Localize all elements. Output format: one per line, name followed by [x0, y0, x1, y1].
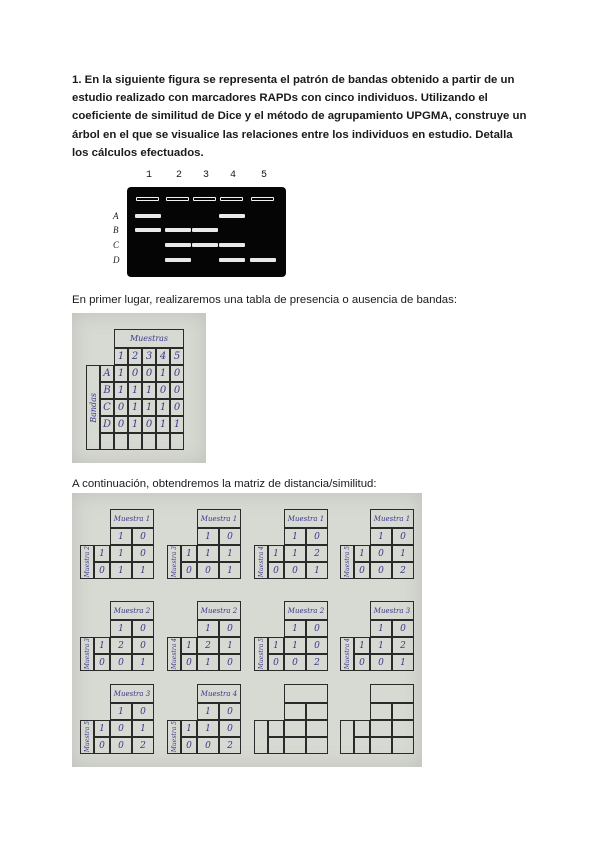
- matrix-side-text: Muestra 5: [170, 721, 178, 753]
- matrix-top-label: Muestra 3: [370, 601, 414, 620]
- gel-well: [193, 197, 216, 201]
- matrix-cell: 0: [219, 720, 241, 737]
- matrix-cell: 0: [110, 654, 132, 671]
- gel-well: [166, 197, 189, 201]
- matrix-col-header: 0: [132, 703, 154, 720]
- matrix-side-label: [167, 720, 181, 754]
- matrix-col-header: 0: [392, 620, 414, 637]
- presence-col-header: 4: [156, 348, 170, 365]
- matrix-row-header: 1: [268, 637, 284, 654]
- matrix-side-text: Muestra 4: [343, 638, 351, 670]
- presence-cell: 0: [142, 416, 156, 433]
- lane-label: 4: [230, 170, 237, 181]
- row-label: C: [113, 240, 120, 250]
- presence-cell: 1: [142, 399, 156, 416]
- matrix-cell: 0: [284, 654, 306, 671]
- matrix-cell: 2: [132, 737, 154, 754]
- matrix-row-header: 1: [354, 545, 370, 562]
- presence-cell: 0: [156, 382, 170, 399]
- lane-label: 5: [261, 170, 268, 181]
- matrix-row-header: 1: [354, 637, 370, 654]
- matrix-side-text: Muestra 3: [83, 638, 91, 670]
- matrix-side-text: Muestra 4: [170, 638, 178, 670]
- matrix-top-label: Muestra 2: [110, 601, 154, 620]
- matrix-top-label: Muestra 2: [197, 601, 241, 620]
- presence-col-header: 3: [142, 348, 156, 365]
- presence-cell: 1: [142, 382, 156, 399]
- presence-empty-cell: [100, 433, 114, 450]
- matrix-side-label: [340, 637, 354, 671]
- presence-cell: 1: [128, 382, 142, 399]
- matrix-side-label: [254, 637, 268, 671]
- matrix-top-label: Muestra 3: [110, 684, 154, 703]
- matrix-row-header: 0: [181, 737, 197, 754]
- matrix-col-header: 1: [110, 703, 132, 720]
- presence-row-band: C: [100, 399, 114, 416]
- matrix-8: [340, 601, 418, 681]
- gel-band: [135, 214, 161, 218]
- gel-band: [135, 228, 161, 232]
- presence-cell: 1: [156, 399, 170, 416]
- matrix-cell: 1: [219, 637, 241, 654]
- gel-band: [165, 228, 191, 232]
- gel-band: [192, 243, 218, 247]
- lane-label: 2: [176, 170, 183, 181]
- matrix-col-header: 1: [197, 620, 219, 637]
- presence-side-label: [86, 365, 100, 450]
- matrix-cell: 0: [370, 654, 392, 671]
- presence-side-text: Bandas: [88, 392, 98, 423]
- gel-band: [219, 214, 245, 218]
- matrix-cell: 1: [132, 562, 154, 579]
- matrix-row-header: [268, 720, 284, 737]
- matrix-cell: 1: [284, 545, 306, 562]
- matrix-cell: 1: [219, 545, 241, 562]
- presence-cell: 0: [114, 416, 128, 433]
- matrix-side-label: [80, 545, 94, 579]
- matrix-row-header: 1: [94, 545, 110, 562]
- matrix-cell: 1: [110, 562, 132, 579]
- matrix-row-header: 0: [268, 654, 284, 671]
- matrix-cell: 0: [284, 562, 306, 579]
- matrix-4: [340, 509, 418, 589]
- matrix-cell: [392, 737, 414, 754]
- matrix-row-header: [354, 737, 370, 754]
- matrix-row-header: 0: [181, 562, 197, 579]
- matrix-cell: 0: [110, 720, 132, 737]
- presence-empty-cell: [128, 433, 142, 450]
- matrix-cell: 1: [197, 545, 219, 562]
- gel-well: [136, 197, 159, 201]
- presence-row-band: A: [100, 365, 114, 382]
- row-label: A: [113, 211, 119, 221]
- paragraph-matrix-intro: A continuación, obtendremos la matriz de distancia/similitud:: [72, 478, 377, 490]
- matrix-12: [340, 684, 418, 764]
- matrix-cell: 2: [306, 545, 328, 562]
- presence-cell: 0: [170, 365, 184, 382]
- matrix-col-header: 0: [219, 703, 241, 720]
- matrix-side-label: [340, 720, 354, 754]
- matrix-row-header: 0: [94, 654, 110, 671]
- matrix-cell: 1: [392, 545, 414, 562]
- presence-col-header: 5: [170, 348, 184, 365]
- matrix-side-label: [254, 545, 268, 579]
- matrix-cell: [370, 720, 392, 737]
- matrix-cell: 0: [110, 737, 132, 754]
- matrix-top-label: Muestra 4: [197, 684, 241, 703]
- matrix-cell: [392, 720, 414, 737]
- row-label: D: [113, 255, 120, 265]
- gel-band: [219, 258, 245, 262]
- presence-cell: 0: [128, 365, 142, 382]
- matrix-cell: [284, 720, 306, 737]
- matrix-col-header: 0: [219, 620, 241, 637]
- matrix-top-label: Muestra 1: [110, 509, 154, 528]
- matrix-row-header: 1: [94, 720, 110, 737]
- matrix-row-header: 1: [268, 545, 284, 562]
- matrix-7: [254, 601, 332, 681]
- matrix-cell: 0: [370, 545, 392, 562]
- question-body: En la siguiente figura se representa el patrón de bandas obtenido a partir de un estudio realizado con marcadores RAPDs con cinco individuos. Utilizando el coeficiente de similitud de Dice y el método de agrupamiento UPGMA, construye un árbol en el que se visualice las relaciones entre los individuos en estudio. Detalla los cálculos efectuados.: [72, 74, 527, 159]
- matrix-row-header: 0: [94, 737, 110, 754]
- presence-empty-cell: [142, 433, 156, 450]
- presence-cell: 1: [114, 382, 128, 399]
- matrix-col-header: 0: [132, 528, 154, 545]
- matrix-side-text: Muestra 3: [170, 546, 178, 578]
- presence-col-header: 2: [128, 348, 142, 365]
- matrix-cell: 2: [306, 654, 328, 671]
- matrix-row-header: [354, 720, 370, 737]
- matrix-cell: [284, 737, 306, 754]
- matrix-cell: 1: [197, 720, 219, 737]
- presence-cell: 1: [156, 365, 170, 382]
- matrix-col-header: 0: [392, 528, 414, 545]
- matrix-row-header: 0: [354, 562, 370, 579]
- matrix-cell: 1: [132, 654, 154, 671]
- matrix-3: [254, 509, 332, 589]
- matrix-cell: [306, 720, 328, 737]
- matrix-cell: 1: [197, 654, 219, 671]
- presence-empty-cell: [156, 433, 170, 450]
- presence-cell: 0: [142, 365, 156, 382]
- matrix-col-header: 1: [370, 528, 392, 545]
- presence-row-band: B: [100, 382, 114, 399]
- matrix-row-header: 0: [94, 562, 110, 579]
- matrix-col-header: 0: [132, 620, 154, 637]
- matrix-cell: 0: [306, 637, 328, 654]
- gel-well: [251, 197, 274, 201]
- presence-cell: 0: [114, 399, 128, 416]
- presence-empty-cell: [170, 433, 184, 450]
- matrix-col-header: 0: [306, 528, 328, 545]
- matrix-col-header: 1: [197, 703, 219, 720]
- gel-well: [220, 197, 243, 201]
- presence-header: Muestras: [114, 329, 184, 348]
- matrix-cell: 0: [132, 545, 154, 562]
- question-number: 1.: [72, 74, 82, 86]
- matrix-9: [80, 684, 158, 764]
- matrix-cell: 1: [306, 562, 328, 579]
- matrix-10: [167, 684, 245, 764]
- matrix-side-text: Muestra 4: [257, 546, 265, 578]
- matrix-cell: 1: [370, 637, 392, 654]
- matrix-col-header: [284, 703, 306, 720]
- matrix-row-header: 1: [181, 720, 197, 737]
- lane-label: 3: [203, 170, 210, 181]
- matrix-col-header: 1: [284, 620, 306, 637]
- presence-cell: 1: [128, 416, 142, 433]
- rapd-gel-figure: [110, 170, 285, 278]
- matrix-top-label: [370, 684, 414, 703]
- matrix-side-text: Muestra 5: [83, 721, 91, 753]
- matrix-side-label: [254, 720, 268, 754]
- presence-cell: 0: [170, 399, 184, 416]
- matrix-6: [167, 601, 245, 681]
- lane-label: 1: [146, 170, 153, 181]
- matrix-row-header: [268, 737, 284, 754]
- presence-cell: 1: [128, 399, 142, 416]
- matrix-cell: 2: [110, 637, 132, 654]
- matrix-cell: 0: [132, 637, 154, 654]
- matrix-cell: 1: [392, 654, 414, 671]
- matrix-2: [167, 509, 245, 589]
- matrix-cell: 2: [392, 562, 414, 579]
- matrix-col-header: [392, 703, 414, 720]
- matrix-cell: 1: [284, 637, 306, 654]
- presence-table-photo: [72, 313, 206, 463]
- matrix-row-header: 1: [181, 637, 197, 654]
- matrix-row-header: 1: [94, 637, 110, 654]
- matrix-cell: [306, 737, 328, 754]
- matrix-side-label: [80, 720, 94, 754]
- paragraph-presence-intro: En primer lugar, realizaremos una tabla de presencia o ausencia de bandas:: [72, 294, 457, 306]
- matrix-col-header: 1: [110, 620, 132, 637]
- matrix-side-text: Muestra 5: [343, 546, 351, 578]
- matrix-1: [80, 509, 158, 589]
- matrix-row-header: 1: [181, 545, 197, 562]
- presence-cell: 0: [170, 382, 184, 399]
- matrix-top-label: Muestra 1: [284, 509, 328, 528]
- matrix-cell: 2: [197, 637, 219, 654]
- gel-band: [192, 228, 218, 232]
- gel-band: [165, 243, 191, 247]
- matrix-side-label: [167, 545, 181, 579]
- presence-cell: 1: [156, 416, 170, 433]
- matrix-cell: [370, 737, 392, 754]
- matrix-11: [254, 684, 332, 764]
- gel-background: [127, 187, 286, 277]
- matrix-row-header: 0: [354, 654, 370, 671]
- presence-row-band: D: [100, 416, 114, 433]
- similarity-matrices-photo: [72, 493, 422, 767]
- matrix-col-header: 1: [197, 528, 219, 545]
- matrix-cell: 1: [110, 545, 132, 562]
- matrix-cell: 0: [197, 737, 219, 754]
- gel-band: [250, 258, 276, 262]
- matrix-col-header: 0: [306, 620, 328, 637]
- matrix-side-text: Muestra 2: [83, 546, 91, 578]
- presence-col-header: 1: [114, 348, 128, 365]
- matrix-cell: 2: [219, 737, 241, 754]
- matrix-cell: 0: [197, 562, 219, 579]
- matrix-cell: 1: [219, 562, 241, 579]
- matrix-row-header: 0: [268, 562, 284, 579]
- matrix-top-label: Muestra 1: [197, 509, 241, 528]
- matrix-top-label: Muestra 2: [284, 601, 328, 620]
- matrix-side-label: [80, 637, 94, 671]
- question-text: [72, 71, 532, 162]
- matrix-cell: 2: [392, 637, 414, 654]
- presence-cell: 1: [170, 416, 184, 433]
- gel-band: [219, 243, 245, 247]
- matrix-cell: 0: [370, 562, 392, 579]
- matrix-side-label: [167, 637, 181, 671]
- matrix-top-label: Muestra 1: [370, 509, 414, 528]
- presence-cell: 1: [114, 365, 128, 382]
- row-label: B: [113, 225, 119, 235]
- matrix-top-label: [284, 684, 328, 703]
- matrix-cell: 1: [132, 720, 154, 737]
- matrix-side-text: Muestra 5: [257, 638, 265, 670]
- matrix-row-header: 0: [181, 654, 197, 671]
- matrix-col-header: 1: [284, 528, 306, 545]
- matrix-col-header: 0: [219, 528, 241, 545]
- matrix-col-header: [370, 703, 392, 720]
- matrix-cell: 0: [219, 654, 241, 671]
- matrix-5: [80, 601, 158, 681]
- matrix-col-header: 1: [370, 620, 392, 637]
- presence-empty-cell: [114, 433, 128, 450]
- matrix-col-header: [306, 703, 328, 720]
- matrix-side-label: [340, 545, 354, 579]
- matrix-col-header: 1: [110, 528, 132, 545]
- gel-band: [165, 258, 191, 262]
